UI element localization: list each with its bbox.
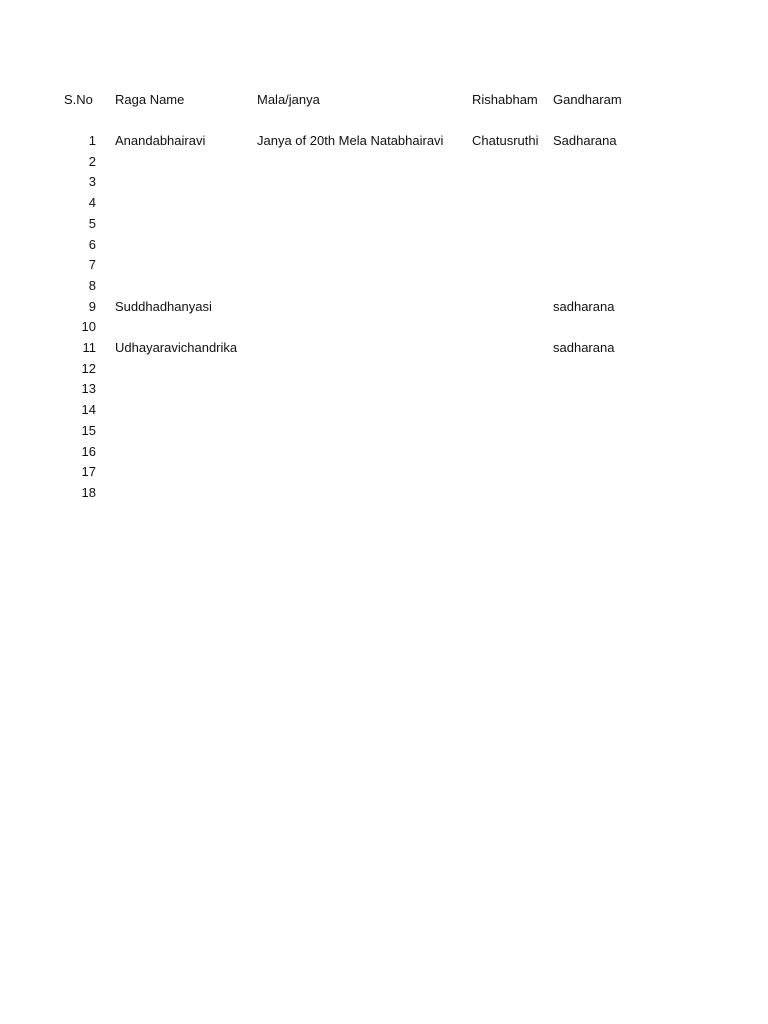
table-row xyxy=(0,152,768,172)
cell-gandharam: Sadharana xyxy=(553,133,617,148)
table-row xyxy=(0,297,768,317)
cell-mala-janya: Janya of 20th Mela Natabhairavi xyxy=(257,133,444,148)
cell-raga-name: Suddhadhanyasi xyxy=(115,298,212,314)
cell-sno: 12 xyxy=(81,360,96,376)
cell-rishabham: Chatusruthi xyxy=(472,133,539,148)
table-header-row xyxy=(0,90,768,110)
cell-sno: 1 xyxy=(88,133,96,148)
cell-gandharam: sadharana xyxy=(553,340,615,355)
cell-sno: 18 xyxy=(81,484,96,500)
table-row xyxy=(0,338,768,358)
table-row xyxy=(0,214,768,234)
table-row xyxy=(0,462,768,482)
table-row xyxy=(0,400,768,420)
table-row xyxy=(0,255,768,275)
cell-sno: 13 xyxy=(81,381,96,397)
cell-sno: 14 xyxy=(81,402,96,418)
cell-sno: 10 xyxy=(81,319,96,335)
table-row xyxy=(0,483,768,503)
table-row xyxy=(0,276,768,296)
cell-raga-name: Anandabhairavi xyxy=(115,133,206,148)
header-gandharam: Gandharam xyxy=(553,92,622,107)
cell-sno: 5 xyxy=(88,215,96,231)
header-sno: S.No xyxy=(64,92,93,107)
header-raga-name: Raga Name xyxy=(115,92,185,107)
cell-sno: 7 xyxy=(88,257,96,273)
cell-raga-name: Udhayaravichandrika xyxy=(115,340,238,355)
table-row xyxy=(0,442,768,462)
cell-sno: 2 xyxy=(88,153,96,169)
header-rishabham: Rishabham xyxy=(472,92,538,107)
table-row xyxy=(0,359,768,379)
cell-sno: 17 xyxy=(81,464,96,480)
table-row xyxy=(0,235,768,255)
table-row xyxy=(0,131,768,151)
table-row xyxy=(0,421,768,441)
cell-sno: 6 xyxy=(88,236,96,252)
cell-sno: 9 xyxy=(88,298,96,314)
cell-sno: 3 xyxy=(88,174,96,190)
cell-sno: 16 xyxy=(81,443,96,459)
header-mala-janya: Mala/janya xyxy=(257,92,320,107)
table-row xyxy=(0,193,768,213)
cell-sno: 8 xyxy=(88,277,96,293)
cell-gandharam: sadharana xyxy=(553,298,615,314)
table-row xyxy=(0,317,768,337)
cell-sno: 11 xyxy=(82,340,96,355)
table-row xyxy=(0,379,768,399)
cell-sno: 15 xyxy=(81,422,96,438)
cell-sno: 4 xyxy=(88,195,96,211)
table-row xyxy=(0,172,768,192)
